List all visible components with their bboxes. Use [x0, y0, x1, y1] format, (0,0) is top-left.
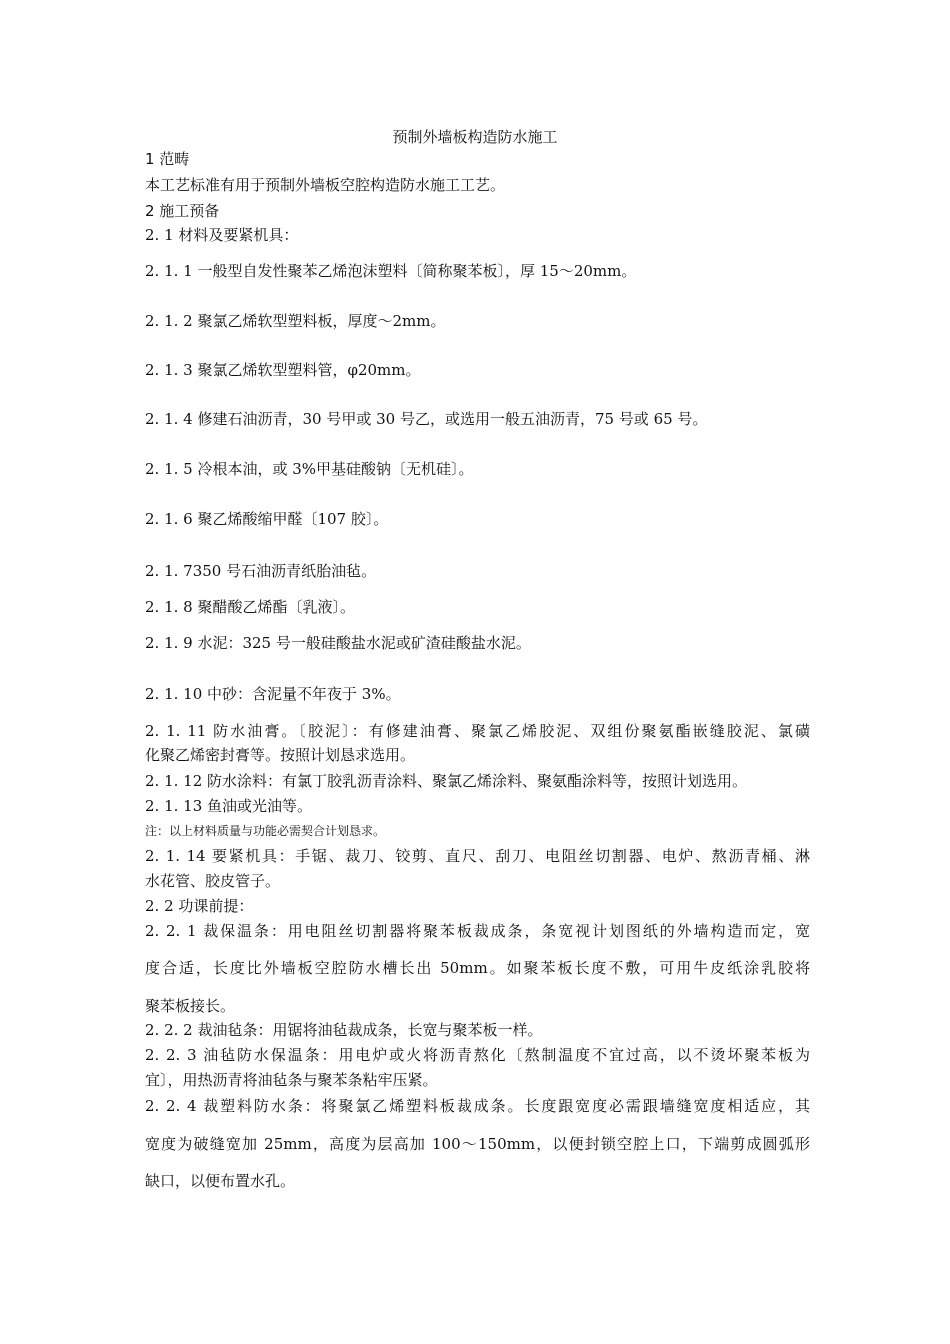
material-item: 2. 1. 9 水泥：325 号一般硅酸盐水泥或矿渣硅酸盐水泥。	[145, 634, 531, 652]
paragraph-line: 本工艺标准有用于预制外墙板空腔构造防水施工工艺。	[145, 176, 506, 194]
material-item: 2. 1. 6 聚乙烯酸缩甲醛〔107 胶〕。	[145, 510, 389, 528]
material-item: 2. 1. 14 要紧机具：手锯、裁刀、铰剪、直尺、刮刀、电阻丝切割器、电炉、熬沥青桶、淋	[145, 847, 810, 865]
work-step: 2. 2. 1 裁保温条：用电阻丝切割器将聚苯板裁成条，条宽视计划图纸的外墙构造而定，宽	[145, 922, 810, 940]
material-item: 2. 1. 10 中砂：含泥量不年夜于 3%。	[145, 685, 401, 703]
material-item: 2. 1. 5 冷根本油，或 3%甲基硅酸钠〔无机硅〕。	[145, 460, 474, 478]
material-item: 2. 1. 4 修建石油沥青，30 号甲或 30 号乙，或选用一般五油沥青，75 号或 65 号。	[145, 410, 708, 428]
material-item: 2. 1. 8 聚醋酸乙烯酯〔乳液〕。	[145, 598, 355, 616]
material-item: 2. 1. 1 一般型自发性聚苯乙烯泡沫塑料〔简称聚苯板〕，厚 15～20mm。	[145, 262, 637, 280]
paragraph-line: 缺口，以便布置水孔。	[145, 1172, 296, 1190]
material-item: 2. 1. 7350 号石油沥青纸胎油毡。	[145, 562, 377, 580]
work-step: 2. 2. 2 裁油毡条：用锯将油毡裁成条，长宽与聚苯板一样。	[145, 1021, 543, 1039]
work-step: 2. 2. 3 油毡防水保温条：用电炉或火将沥青熬化〔熬制温度不宜过高，以不烫坏聚苯板为	[145, 1046, 810, 1064]
paragraph-line: 化聚乙烯密封膏等。按照计划恳求选用。	[145, 746, 416, 764]
material-item: 2. 1. 2 聚氯乙烯软型塑料板，厚度～2mm。	[145, 312, 446, 330]
document-title: 预制外墙板构造防水施工	[392, 128, 558, 146]
subsection-heading: 2. 1 材料及要紧机具：	[145, 226, 299, 244]
paragraph-line: 度合适，长度比外墙板空腔防水槽长出 50mm。如聚苯板长度不敷，可用牛皮纸涂乳胶将	[145, 959, 810, 977]
work-step: 2. 2. 4 裁塑料防水条：将聚氯乙烯塑料板裁成条。长度跟宽度必需跟墙缝宽度相适应，其	[145, 1097, 810, 1115]
material-item: 2. 1. 11 防水油膏。〔胶泥〕：有修建油膏、聚氯乙烯胶泥、双组份聚氨酯嵌缝胶泥、氯磺	[145, 722, 810, 740]
material-item: 2. 1. 12 防水涂料：有氯丁胶乳沥青涂料、聚氯乙烯涂料、聚氨酯涂料等，按照计划选用。	[145, 772, 748, 790]
section-heading-preparation: 2 施工预备	[145, 202, 220, 220]
material-item: 2. 1. 13 鱼油或光油等。	[145, 797, 313, 815]
paragraph-line: 聚苯板接长。	[145, 997, 236, 1015]
subsection-heading: 2. 2 功课前提：	[145, 897, 254, 915]
paragraph-line: 宜〕，用热沥青将油毡条与聚苯条粘牢压紧。	[145, 1071, 438, 1089]
paragraph-line: 宽度为破缝宽加 25mm，高度为层高加 100～150mm，以便封锁空腔上口，下端剪成圆弧形	[145, 1135, 810, 1153]
note-line: 注：以上材料质量与功能必需契合计划恳求。	[145, 824, 386, 838]
section-heading-scope: 1 范畴	[145, 150, 190, 168]
material-item: 2. 1. 3 聚氯乙烯软型塑料管，φ20mm。	[145, 361, 421, 379]
paragraph-line: 水花管、胶皮管子。	[145, 872, 281, 890]
